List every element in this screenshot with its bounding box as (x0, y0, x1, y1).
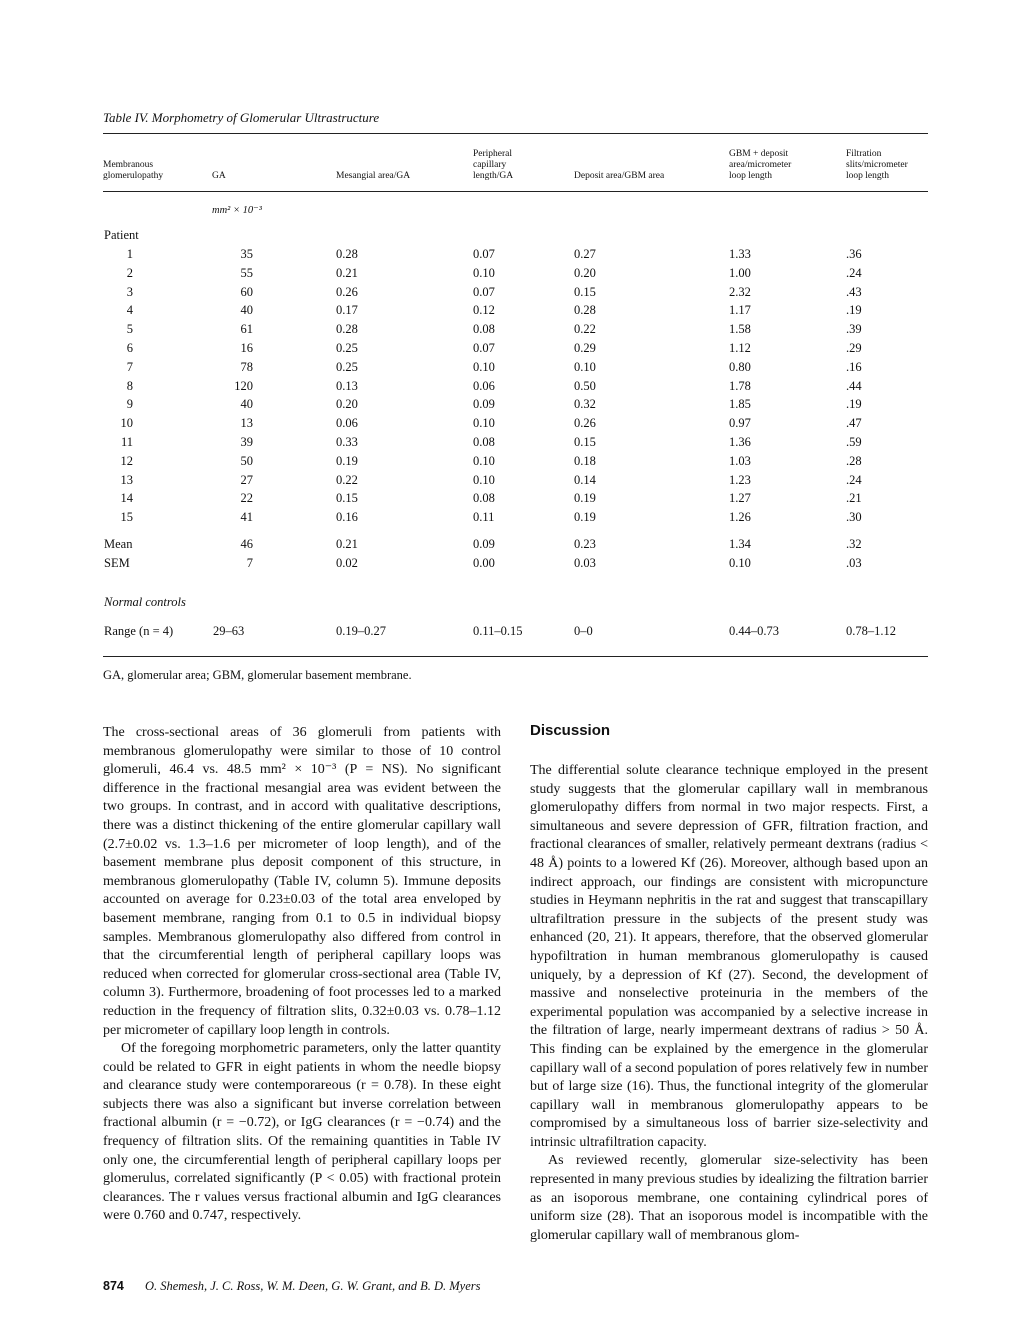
results-paragraph-2: Of the foregoing morphometric parameters, only the latter quantity could be related to GFR in eight patients in whom the needle biopsy and clearance study were contemporareous (r = 0.78). In these eight subjects there was also a significant but inverse correlation between fractional albumin (r = −0.72), or IgG clearances (r = −0.74) and the frequency of filtration slits. Of the remaining quantities in Table IV only one, the circumferential length of peripheral capillary loops per glomerulus, correlated significantly (P < 0.05) with fractional protein clearances. The r values versus fractional albumin and IgG clearances were 0.760 and 0.747, respectively. (103, 1041, 501, 1224)
filtration-value: .39 (846, 322, 862, 337)
deposit-value: 0.50 (574, 378, 596, 393)
mean-deposit: 0.23 (574, 537, 596, 551)
gbm-value: 1.26 (729, 510, 751, 525)
table-bottom-rule (103, 656, 928, 657)
table-row (103, 247, 928, 266)
ga-value: 55 (240, 265, 253, 280)
patient-number: 8 (126, 378, 133, 393)
peripheral-value: 0.10 (473, 265, 495, 280)
mesangial-value: 0.13 (336, 378, 358, 393)
results-paragraph-1: The cross-sectional areas of 36 glomeruli from patients with membranous glomerulopathy were similar to those of 10 control glomeruli, 46.4 vs. 48.5 mm² × 10⁻³ (P = NS). No significant difference in the fractional mesangial area was evident between the two groups. In contrast, and in accord with qualitative descriptions, there was a distinct thickening of the entire glomerular capillary wall (2.7±0.02 vs. 1.3–1.6 per micrometer of loop length), and of the basement membrane plus deposit component of this structure, in membranous glomerulopathy (Table IV, column 5). Immune deposits accounted on average for 0.23±0.03 of the total area enveloped by basement membrane, ranging from 0.1 to 0.5 in individual biopsy samples. Membranous glomerulopathy also differed from control in that the circumferential length of peripheral capillary loops was reduced when corrected for glomerular cross-sectional area (Table IV, column 3). Furthermore, broadening of foot processes led to a marked reduction in the frequency of filtration slits, 0.32±0.03 vs. 0.78–1.12 per micrometer of capillary loop length in controls. (103, 725, 501, 1038)
gbm-value: 1.33 (729, 247, 751, 261)
mean-ga: 46 (240, 537, 253, 551)
peripheral-value: 0.10 (473, 453, 495, 468)
controls-label: Normal controls (104, 595, 186, 609)
table-row (103, 322, 928, 341)
mesangial-value: 0.28 (336, 322, 358, 337)
filtration-value: .47 (846, 416, 862, 431)
filtration-value: .59 (846, 435, 862, 449)
filtration-value: .43 (846, 284, 862, 299)
deposit-value: 0.29 (574, 341, 596, 355)
peripheral-value: 0.10 (473, 359, 495, 374)
header-mesangial: Mesangial area/GA (336, 171, 411, 181)
deposit-value: 0.27 (574, 247, 596, 261)
table-top-rule (103, 133, 928, 134)
filtration-value: .30 (846, 510, 862, 525)
patient-number: 11 (120, 435, 133, 449)
mean-gbm: 1.34 (729, 537, 751, 551)
table-row (103, 360, 928, 379)
gbm-value: 1.03 (729, 453, 751, 468)
filtration-value: .24 (846, 265, 862, 280)
header-group: Membranous glomerulopathy (103, 160, 164, 181)
patient-number: 13 (120, 472, 133, 487)
mesangial-value: 0.25 (336, 359, 358, 374)
deposit-value: 0.15 (574, 435, 596, 449)
author-line: O. Shemesh, J. C. Ross, W. M. Deen, G. W. Grant, and B. D. Myers (144, 1279, 481, 1293)
mesangial-value: 0.33 (336, 435, 358, 449)
deposit-value: 0.26 (574, 416, 596, 431)
sem-label: SEM (104, 556, 130, 570)
peripheral-value: 0.07 (473, 247, 495, 261)
ga-value: 61 (240, 322, 253, 337)
header-deposit: Deposit area/GBM area (574, 171, 665, 181)
mesangial-value: 0.20 (336, 397, 358, 412)
table-row (103, 416, 928, 435)
table-row (103, 341, 928, 360)
controls-peripheral: 0.11–0.15 (473, 624, 523, 638)
sem-gbm: 0.10 (729, 556, 751, 570)
controls-deposit: 0–0 (574, 624, 593, 638)
table-row (103, 379, 928, 398)
deposit-value: 0.18 (574, 453, 596, 468)
peripheral-value: 0.10 (473, 472, 495, 487)
mean-mesangial: 0.21 (336, 537, 358, 551)
mesangial-value: 0.17 (336, 303, 358, 318)
ga-value: 35 (240, 247, 253, 261)
header-filtration: Filtration slits/micrometer loop length (846, 149, 908, 181)
mean-peripheral: 0.09 (473, 537, 495, 551)
gbm-value: 1.00 (729, 265, 751, 280)
mesangial-value: 0.16 (336, 510, 358, 525)
deposit-value: 0.19 (574, 510, 596, 525)
discussion-paragraph-2: As reviewed recently, glomerular size-selectivity has been represented in many previous studies by idealizing the filtration barrier as an isoporous membrane, one containing cylindrical pores of uniform size (28). That an isoporous model is incompatible with the glomerular capillary wall of membranous glom- (530, 1153, 928, 1243)
deposit-value: 0.15 (574, 284, 596, 299)
table-row (103, 454, 928, 473)
page-footer (103, 1279, 480, 1294)
deposit-value: 0.14 (574, 472, 596, 487)
gbm-value: 1.12 (729, 341, 751, 355)
patient-label: Patient (104, 228, 139, 242)
filtration-value: .28 (846, 453, 862, 468)
ga-value: 22 (240, 491, 253, 506)
ga-value: 78 (240, 359, 253, 374)
results-text-column (103, 724, 501, 1226)
gbm-value: 1.36 (729, 435, 751, 449)
sem-row (103, 556, 928, 575)
mesangial-value: 0.19 (336, 453, 358, 468)
filtration-value: .24 (846, 472, 862, 487)
mesangial-value: 0.21 (336, 265, 358, 280)
gbm-value: 1.58 (729, 322, 751, 337)
table-caption: Table IV. Morphometry of Glomerular Ultrastructure (103, 110, 380, 125)
table-footnote: GA, glomerular area; GBM, glomerular basement membrane. (103, 668, 412, 682)
filtration-value: .44 (846, 378, 862, 393)
header-gbm: GBM + deposit area/micrometer loop length (729, 149, 792, 181)
ga-value: 40 (240, 303, 253, 318)
controls-ga: 29–63 (213, 624, 245, 638)
peripheral-value: 0.09 (473, 397, 495, 412)
ga-value: 13 (240, 416, 253, 431)
patient-number: 12 (120, 453, 133, 468)
header-rule (103, 191, 928, 192)
peripheral-value: 0.12 (473, 303, 495, 318)
discussion-heading: Discussion (530, 722, 611, 739)
header-peripheral: Peripheral capillary length/GA (473, 149, 514, 181)
mesangial-value: 0.28 (336, 247, 358, 261)
table-row (103, 303, 928, 322)
table-row (103, 397, 928, 416)
sem-deposit: 0.03 (574, 556, 596, 570)
patient-number: 2 (126, 265, 133, 280)
peripheral-value: 0.10 (473, 416, 495, 431)
deposit-value: 0.32 (574, 397, 596, 412)
filtration-value: .19 (846, 397, 862, 412)
gbm-value: 2.32 (729, 284, 751, 299)
mesangial-value: 0.15 (336, 491, 358, 506)
sem-mesangial: 0.02 (336, 556, 358, 570)
patient-number: 14 (120, 491, 133, 506)
table-row (103, 435, 928, 454)
ga-value: 120 (234, 378, 253, 393)
ga-value: 39 (240, 435, 253, 449)
patient-number: 7 (126, 359, 133, 374)
header-ga: GA (212, 171, 226, 181)
ga-value: 41 (240, 510, 253, 525)
mesangial-value: 0.25 (336, 341, 358, 355)
peripheral-value: 0.07 (473, 284, 495, 299)
mesangial-value: 0.22 (336, 472, 358, 487)
peripheral-value: 0.08 (473, 322, 495, 337)
ga-value: 60 (240, 284, 253, 299)
patient-number: 10 (120, 416, 133, 431)
peripheral-value: 0.06 (473, 378, 495, 393)
deposit-value: 0.20 (574, 265, 596, 280)
discussion-text-column (530, 762, 928, 1245)
peripheral-value: 0.08 (473, 435, 495, 449)
controls-gbm: 0.44–0.73 (729, 624, 779, 638)
patient-number: 15 (120, 510, 133, 525)
deposit-value: 0.19 (574, 491, 596, 506)
filtration-value: .36 (846, 247, 862, 261)
deposit-value: 0.28 (574, 303, 596, 318)
sem-ga: 7 (246, 556, 253, 570)
controls-filtration: 0.78–1.12 (846, 624, 896, 638)
mean-row (103, 537, 928, 556)
gbm-value: 0.97 (729, 416, 751, 431)
table-row (103, 473, 928, 492)
gbm-value: 1.85 (729, 397, 751, 412)
deposit-value: 0.22 (574, 322, 596, 337)
controls-range-label: Range (n = 4) (104, 624, 174, 638)
patient-number: 6 (126, 341, 133, 355)
page-number: 874 (103, 1279, 124, 1293)
controls-mesangial: 0.19–0.27 (336, 624, 386, 638)
gbm-value: 1.27 (729, 491, 751, 506)
table-row (103, 285, 928, 304)
peripheral-value: 0.07 (473, 341, 495, 355)
ga-value: 50 (240, 453, 253, 468)
peripheral-value: 0.11 (473, 510, 495, 525)
peripheral-value: 0.08 (473, 491, 495, 506)
gbm-value: 1.78 (729, 378, 751, 393)
ga-value: 27 (240, 472, 253, 487)
ga-value: 16 (240, 341, 253, 355)
sem-filtration: .03 (846, 556, 862, 570)
patient-number: 3 (126, 284, 133, 299)
mean-label: Mean (104, 537, 133, 551)
deposit-value: 0.10 (574, 359, 596, 374)
ga-unit: mm² × 10⁻³ (212, 205, 262, 216)
controls-row (103, 624, 928, 643)
patient-number: 9 (126, 397, 133, 412)
table-row (103, 491, 928, 510)
mesangial-value: 0.26 (336, 284, 358, 299)
gbm-value: 0.80 (729, 359, 751, 374)
gbm-value: 1.23 (729, 472, 751, 487)
filtration-value: .16 (846, 359, 862, 374)
ga-value: 40 (240, 397, 253, 412)
discussion-paragraph-1: The differential solute clearance technique employed in the present study suggests that the glomerular capillary wall in membranous glomerulopathy differs from normal in two major respects. First, a simultaneous and severe depression of GFR, filtration fraction, and fractional clearances of smaller, relatively permeant dextrans (radius < 48 Å) points to a lowered Kf (26). Moreover, although based upon an indirect approach, our findings are consistent with micropuncture studies in Heymann nephritis in the rat and suggest that transcapillary ultrafiltration pressure in the subjects of the present study was enhanced (20, 21). It appears, therefore, that the observed glomerular hypofiltration in human membranous glomerulopathy is caused uniquely, by a depression of Kf (27). Second, the development of massive and nonselective proteinuria in the members of the experimental population was accompanied by a selective increase in the filtration of large, nearly impermeant dextrans of radius > 50 Å. This finding can be explained by the emergence in the glomerular capillary wall of a second population of pores relatively few in number but of large size (16). Thus, the functional integrity of the glomerular capillary wall in membranous glomerulopathy appears to be compromised by a simultaneous loss of barrier size-selectivity and intrinsic ultrafiltration capacity. (530, 763, 928, 1150)
gbm-value: 1.17 (729, 303, 751, 318)
patient-number: 1 (126, 247, 133, 261)
filtration-value: .21 (846, 491, 862, 506)
mean-filtration: .32 (846, 537, 862, 551)
filtration-value: .19 (846, 303, 862, 318)
table-row (103, 510, 928, 529)
sem-peripheral: 0.00 (473, 556, 495, 570)
patient-number: 5 (126, 322, 133, 337)
patient-number: 4 (126, 303, 133, 318)
table-row (103, 266, 928, 285)
filtration-value: .29 (846, 341, 862, 355)
mesangial-value: 0.06 (336, 416, 358, 431)
